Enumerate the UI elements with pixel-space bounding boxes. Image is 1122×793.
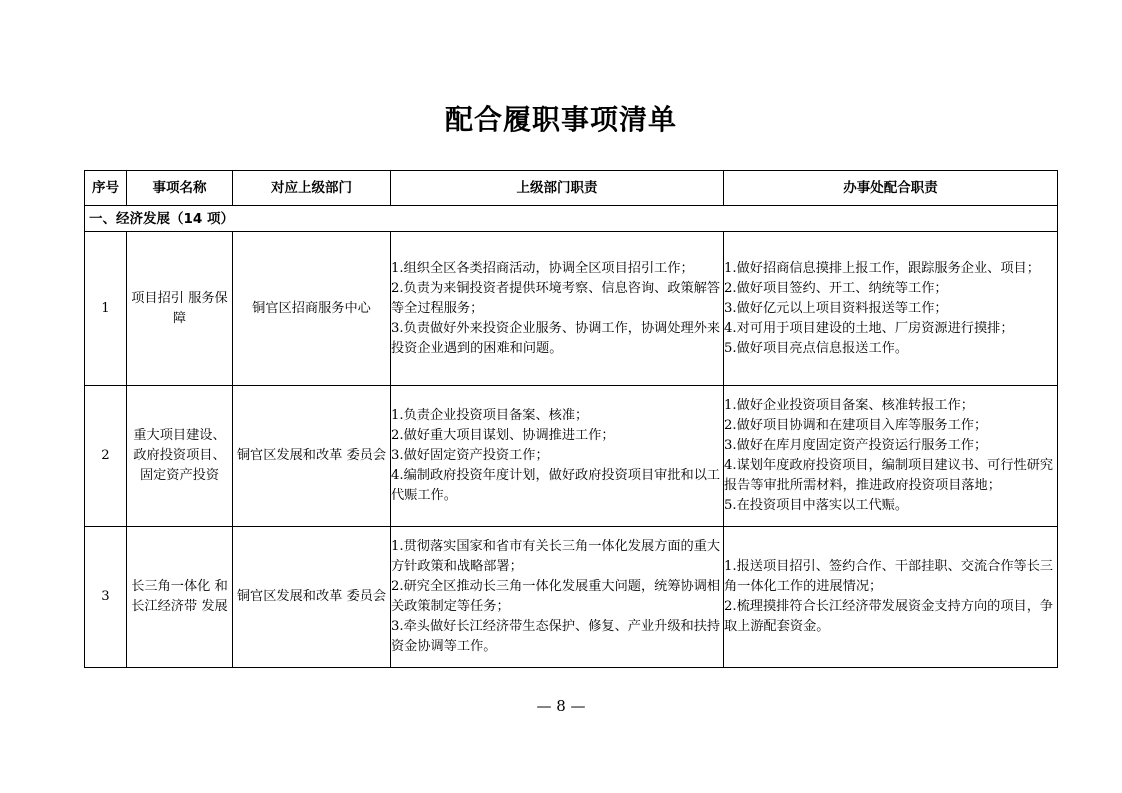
duty-item: 5.做好项目亮点信息报送工作。 — [724, 340, 909, 356]
duty-item: 2.负责为来铜投资者提供环境考察、信息咨询、政策解答等全过程服务； — [391, 280, 721, 316]
section-row — [85, 206, 1058, 232]
header-superior-dept: 对应上级部门 — [233, 171, 391, 206]
superior-duties — [391, 386, 724, 527]
superior-dept — [233, 386, 391, 527]
row-no: 3 — [85, 527, 127, 668]
row-no: 1 — [85, 232, 127, 386]
table-row — [85, 527, 1058, 668]
duty-item: 1.报送项目招引、签约合作、干部挂职、交流合作等长三角一体化工作的进展情况； — [724, 559, 1054, 594]
item-name — [127, 527, 233, 668]
item-name-line: 重大项目建设、 — [133, 428, 226, 443]
duty-item: 3.负责做好外来投资企业服务、协调工作，协调处理外来投资企业遇到的困难和问题。 — [391, 320, 721, 356]
duty-item: 3.做好固定资产投资工作； — [391, 448, 549, 463]
superior-duties — [391, 232, 724, 386]
duty-item: 4.编制政府投资年度计划，做好政府投资项目审批和以工代赈工作。 — [391, 468, 721, 503]
duty-table — [84, 170, 1058, 668]
duty-item: 5.在投资项目中落实以工代赈。 — [724, 498, 909, 513]
duty-item: 2.做好项目协调和在建项目入库等服务工作； — [724, 418, 988, 433]
table-row — [85, 386, 1058, 527]
office-duties — [724, 527, 1058, 668]
item-name-line: 服务保障 — [172, 290, 228, 326]
dept-line: 委员会 — [346, 589, 387, 604]
duty-item: 4.对可用于项目建设的土地、厂房资源进行摸排； — [724, 320, 1014, 336]
dept-line: 铜官区发展和改革 — [236, 589, 343, 604]
duty-item: 1.贯彻落实国家和省市有关长三角一体化发展方面的重大方针政策和战略部署； — [391, 539, 721, 574]
item-name — [127, 232, 233, 386]
header-superior-duties: 上级部门职责 — [391, 171, 724, 206]
item-name-line: 长三角一体化 — [131, 579, 211, 594]
office-duties — [724, 386, 1058, 527]
row-no: 2 — [85, 386, 127, 527]
dept-line: 委员会 — [346, 448, 387, 463]
item-name-line: 发展 — [201, 599, 228, 614]
header-item-name: 事项名称 — [127, 171, 233, 206]
duty-item: 2.做好项目签约、开工、纳统等工作； — [724, 280, 948, 296]
dept-line: 铜官区招商服务中心 — [252, 300, 371, 316]
office-duties — [724, 232, 1058, 386]
duty-item: 4.谋划年度政府投资项目，编制项目建议书、可行性研究报告等审批所需材料，推进政府投资项目落地； — [724, 458, 1054, 493]
item-name — [127, 386, 233, 527]
item-name-line: 项目招引 — [131, 290, 184, 306]
dept-line: 铜官区发展和改革 — [236, 448, 343, 463]
header-office-duties: 办事处配合职责 — [724, 171, 1058, 206]
page-title: 配合履职事项清单 — [444, 103, 677, 136]
duty-item: 1.做好企业投资项目备案、核准转报工作； — [724, 398, 974, 413]
duty-item: 3.牵头做好长江经济带生态保护、修复、产业升级和扶持资金协调等工作。 — [391, 619, 721, 654]
duty-item: 3.做好亿元以上项目资料报送等工作； — [724, 300, 948, 316]
item-name-line: 和长江经济带 — [131, 579, 228, 614]
page-number: — 8 — — [536, 697, 586, 715]
duty-item: 2.做好重大项目谋划、协调推进工作； — [391, 428, 615, 443]
duty-item: 2.研究全区推动长三角一体化发展重大问题，统筹协调相关政策制定等任务； — [391, 579, 721, 614]
duty-item: 1.负责企业投资项目备案、核准； — [391, 408, 589, 423]
duty-item: 1.做好招商信息摸排上报工作，跟踪服务企业、项目； — [724, 260, 1040, 276]
duty-item: 3.做好在库月度固定资产投资运行服务工作； — [724, 438, 988, 453]
item-name-line: 政府投资项目、 — [133, 448, 226, 463]
table-header-row — [85, 171, 1058, 206]
table-row — [85, 232, 1058, 386]
section-title: 一、经济发展（14 项） — [85, 206, 1058, 232]
duty-item: 1.组织全区各类招商活动，协调全区项目招引工作； — [391, 260, 694, 276]
header-no: 序号 — [85, 171, 127, 206]
superior-duties — [391, 527, 724, 668]
superior-dept — [233, 232, 391, 386]
superior-dept — [233, 527, 391, 668]
duty-item: 2.梳理摸排符合长江经济带发展资金支持方向的项目，争取上游配套资金。 — [724, 599, 1054, 634]
item-name-line: 固定资产投资 — [139, 468, 220, 483]
